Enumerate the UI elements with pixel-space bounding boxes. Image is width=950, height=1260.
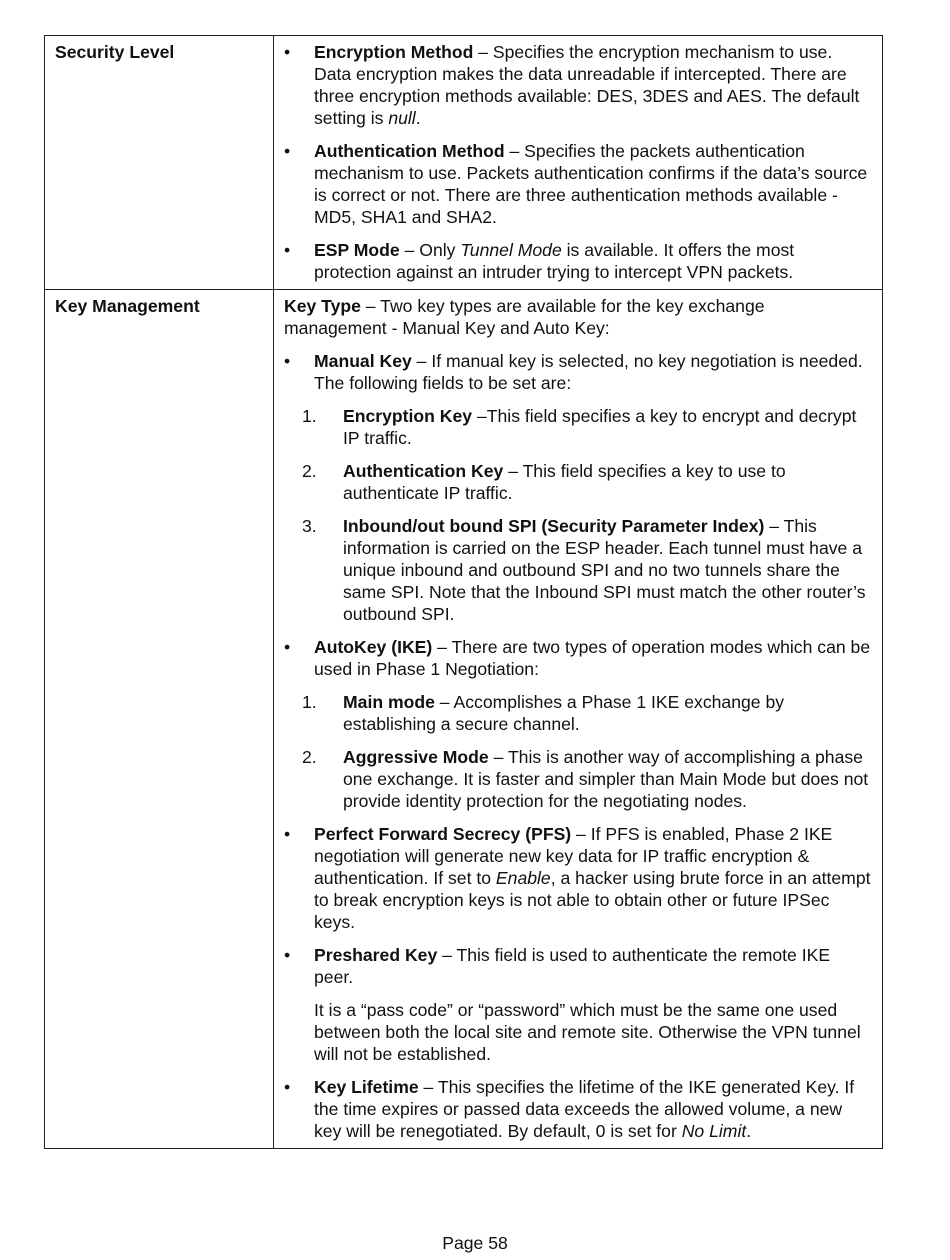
row-label-key-management: Key Management	[45, 290, 274, 1149]
numbered-item: 2. Aggressive Mode – This is another way of accomplishing a phase one exchange. It is faster and simpler than Main Mode but does not provide identity protection for the negotiating nodes.	[302, 747, 869, 811]
table-row	[45, 36, 883, 290]
numbered-item: 1. Main mode – Accomplishes a Phase 1 IKE exchange by establishing a secure channel.	[302, 692, 785, 734]
table-row	[45, 290, 883, 1149]
settings-table	[44, 35, 883, 1149]
bullet-icon: •	[284, 240, 291, 260]
term: Perfect Forward Secrecy (PFS)	[314, 824, 572, 844]
term: Encryption Method	[314, 42, 474, 62]
term: Key Lifetime	[314, 1077, 419, 1097]
row-label-security-level: Security Level	[45, 36, 274, 290]
list-item-encryption-method: • Encryption Method – Specifies the encryption mechanism to use. Data encryption makes the data unreadable if intercepted. There are three encryption methods available: DES, 3DES and AES. The default setting is null.	[284, 42, 860, 128]
list-item-key-lifetime: • Key Lifetime – This specifies the lifetime of the IKE generated Key. If the time expires or passed data exceeds the allowed volume, a new key will be renegotiated. By default, 0 is set for No Limit.	[284, 1077, 855, 1141]
key-type-paragraph: Key Type – Two key types are available for the key exchange management - Manual Key and Auto Key:	[284, 296, 765, 338]
bullet-icon: •	[284, 945, 291, 965]
list-item-manual-key: • Manual Key – If manual key is selected, no key negotiation is needed. The following fields to be set are:	[284, 351, 863, 393]
term: AutoKey (IKE)	[314, 637, 433, 657]
numbered-item: 3. Inbound/out bound SPI (Security Parameter Index) – This information is carried on the ESP header. Each tunnel must have a unique inbound and outbound SPI and no two tunnels share the same SPI. Note that the Inbound SPI must match the other router’s outbound SPI.	[302, 516, 866, 624]
term: Authentication Method	[314, 141, 505, 161]
bullet-icon: •	[284, 141, 291, 161]
page-number: Page 58	[442, 1233, 508, 1253]
bullet-icon: •	[284, 1077, 291, 1097]
list-item-autokey: • AutoKey (IKE) – There are two types of operation modes which can be used in Phase 1 Negotiation:	[284, 637, 871, 679]
term: ESP Mode	[314, 240, 400, 260]
preshared-key-note: It is a “pass code” or “password” which must be the same one used between both the local site and remote site. Otherwise the VPN tunnel will not be established.	[314, 1000, 861, 1064]
list-item-preshared-key: • Preshared Key – This field is used to authenticate the remote IKE peer.	[284, 945, 831, 987]
list-item-esp-mode: • ESP Mode – Only Tunnel Mode is available. It offers the most protection against an intruder trying to intercept VPN packets.	[284, 240, 795, 282]
term: Manual Key	[314, 351, 412, 371]
bullet-icon: •	[284, 637, 291, 657]
row-content-security-level	[274, 36, 883, 290]
numbered-item: 1. Encryption Key –This field specifies a key to encrypt and decrypt IP traffic.	[302, 406, 857, 448]
term: Key Type	[284, 296, 361, 316]
bullet-icon: •	[284, 42, 291, 62]
list-item-authentication-method: • Authentication Method – Specifies the packets authentication mechanism to use. Packets authentication confirms if the data’s source is correct or not. There are three authentication methods available - MD5, SHA1 and SHA2.	[284, 141, 868, 227]
bullet-icon: •	[284, 351, 291, 371]
list-item-pfs: • Perfect Forward Secrecy (PFS) – If PFS is enabled, Phase 2 IKE negotiation will generate new key data for IP traffic encryption & authentication. If set to Enable, a hacker using brute force in an attempt to break encryption keys is not able to obtain other or future IPSec keys.	[284, 824, 871, 932]
numbered-item: 2. Authentication Key – This field specifies a key to use to authenticate IP traffic.	[302, 461, 786, 503]
row-content-key-management	[274, 290, 883, 1149]
bullet-icon: •	[284, 824, 291, 844]
term: Preshared Key	[314, 945, 438, 965]
